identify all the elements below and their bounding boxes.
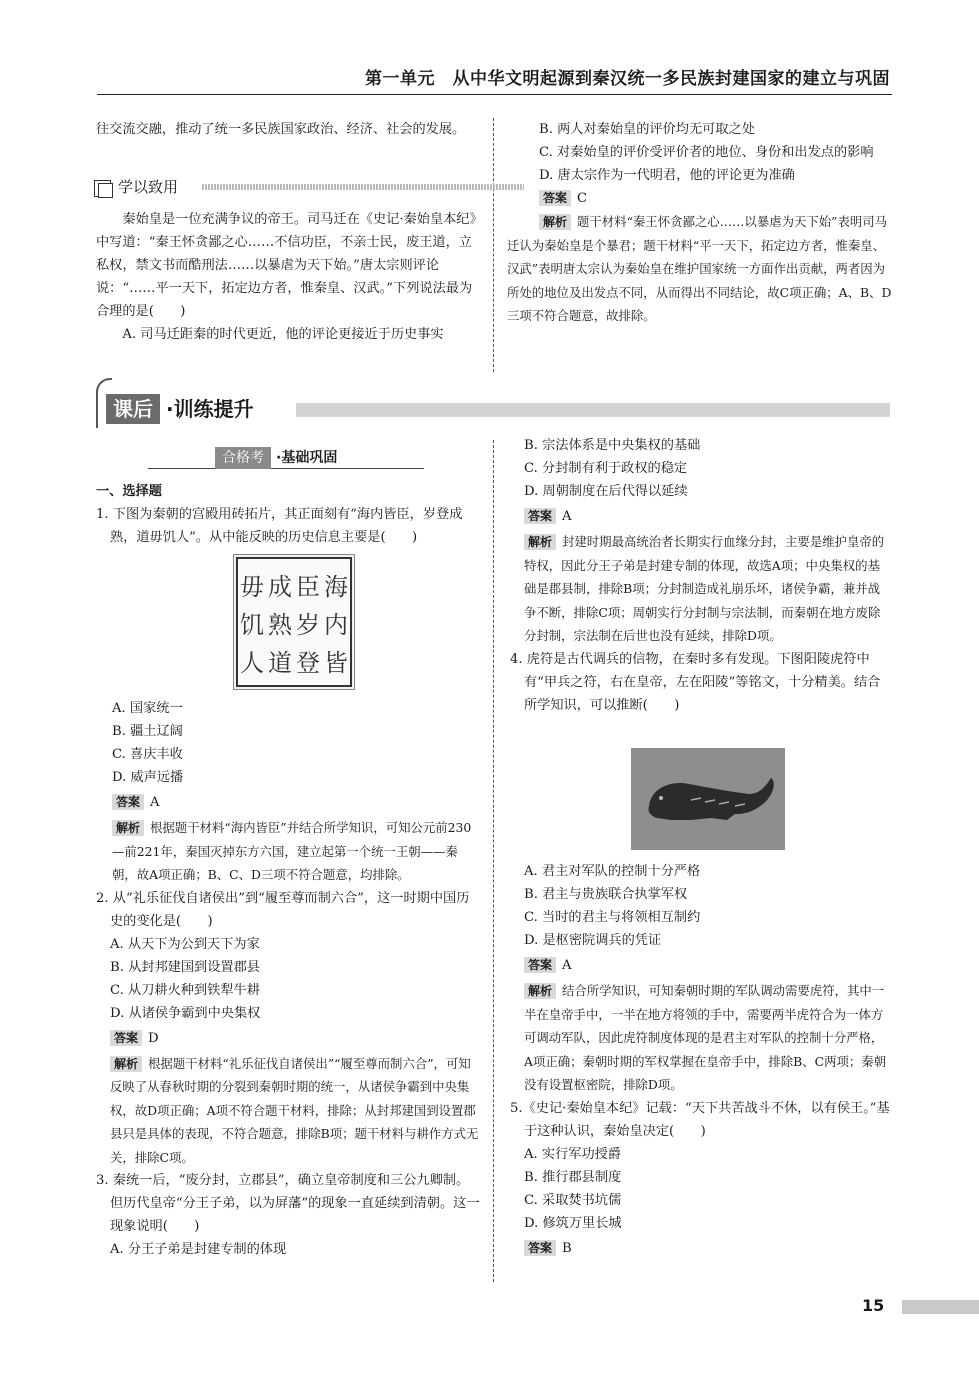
section-after-class-title: ·训练提升 (166, 397, 254, 421)
q3-explanation (510, 530, 892, 648)
q5-text: 5.《史记·秦始皇本纪》记载：“天下共苦战斗不休，以有侯王。”基于这种认识，秦始皇决定( ) (510, 1100, 890, 1139)
q2-text: 2. 从“礼乐征伐自诸侯出”到“履至尊而制六合”，这一时期中国历史的变化是( ) (96, 890, 470, 929)
answer-tag: 答案 (524, 1240, 556, 1256)
q3-option-d: D. 周朝制度在后代得以延续 (524, 484, 688, 499)
seal-character: 毋 (240, 573, 264, 601)
q2-option-d: D. 从诸侯争霸到中央集权 (110, 1005, 261, 1021)
seal-character: 成 (268, 573, 292, 601)
answer-tag: 答案 (524, 957, 556, 973)
brick-rubbing-image (233, 554, 355, 690)
seal-character: 道 (268, 649, 292, 677)
q4-explanation (510, 979, 892, 1097)
q3-answer-value: A (562, 509, 572, 524)
q4-option-a: A. 君主对军队的控制十分严格 (524, 864, 701, 879)
continued-text: 往交流交融，推动了统一多民族国家政治、经济、社会的发展。 (96, 122, 466, 137)
brick-rubbing-svg (234, 555, 354, 689)
q2-explanation (96, 1052, 480, 1170)
answer-tag: 答案 (524, 508, 556, 524)
seal-character: 海 (324, 573, 348, 601)
apply-question: 秦始皇是一位充满争议的帝王。司马迁在《史记·秦始皇本纪》中写道：“秦王怀贪鄙之心……不信功臣，不亲士民，废王道，立私权，禁文书而酷刑法……以暴虐为天下始。”唐太宗则评论说：“……平一天下，拓定边方者，惟秦皇、汉武。”下列说法最为合理的是( ) (96, 212, 477, 319)
note-icon-back (98, 183, 113, 198)
q5-option-a: A. 实行军功授爵 (524, 1146, 622, 1162)
explanation-tag: 解析 (524, 534, 556, 550)
q2-option-c: C. 从刀耕火种到铁犁牛耕 (110, 982, 260, 998)
q1-answer (96, 791, 480, 814)
q4-answer (510, 954, 892, 977)
right-column-part1 (510, 434, 892, 717)
apply-answer-value: C (577, 191, 588, 206)
q2-explanation-text: 根据题干材料“礼乐征伐自诸侯出”“履至尊而制六合”，可知反映了从春秋时期的分裂到秦朝时期的统一，从诸侯争霸到中央集权，故D项正确；A项不符合题干材料，排除；从封邦建国到设置郡县只是具体的表现，不符合题意，排除B项；题干材料与耕作方式无关，排除C项。 (110, 1055, 479, 1165)
q2-option-b: B. 从封邦建国到设置郡县 (110, 959, 260, 975)
q5-option-b: B. 推行郡县制度 (524, 1169, 622, 1185)
q4-option-b: B. 君主与贵族联合执掌军权 (524, 887, 688, 902)
subsection-box: 合格考 (215, 447, 271, 469)
q1-option-c: C. 喜庆丰收 (112, 747, 183, 762)
q5-answer-value: B (562, 1240, 572, 1256)
q3-answer (510, 505, 892, 528)
q4-answer-value: A (562, 958, 572, 973)
top-left-question (96, 208, 480, 346)
seal-character: 人 (240, 649, 264, 677)
top-left-column (96, 118, 480, 141)
seal-character: 臣 (296, 573, 320, 601)
explanation-tag: 解析 (524, 983, 556, 999)
q2-answer (96, 1027, 480, 1050)
seal-character: 岁 (296, 611, 320, 639)
explanation-tag: 解析 (110, 1056, 142, 1072)
q1-text: 1. 下图为秦朝的宫殿用砖拓片，其正面刻有“海内皆臣，岁登成熟，道毋饥人”。从中能反映的历史信息主要是( ) (96, 507, 463, 545)
apply-explanation-text: 题干材料“秦王怀贪鄙之心……以暴虐为天下始”表明司马迁认为秦始皇是个暴君；题干材料“平一天下，拓定边方者，惟秦皇、汉武”表明唐太宗认为秦始皇在维护国家统一方面作出贡献，两者因为所处的地位及出发点不同，从而得出不同结论，故C项正确；A、B、D三项不符合题意，故排除。 (507, 214, 892, 323)
q3-explanation-text: 封建时期最高统治者长期实行血缘分封，主要是维护皇帝的特权，因此分王子弟是封建专制的体现，故选A项；中央集权的基础是郡县制，排除B项；分封制造成礼崩乐坏，诸侯争霸，兼并战争不断，排除C项；周朝实行分封制与宗法制，而秦朝在地方废除分封制，宗法制在后世也没有延续，排除D项。 (524, 534, 885, 643)
q1-option-b: B. 疆土辽阔 (112, 724, 183, 739)
section-after-class-bar (296, 403, 890, 417)
q1-explanation (96, 816, 480, 887)
section-apply-label: 学以致用 (118, 178, 179, 196)
tiger-tally-image (631, 748, 785, 850)
q3-option-c: C. 分封制有利于政权的稳定 (524, 461, 688, 476)
section-apply-bar (202, 184, 524, 190)
page-number-bar (902, 1300, 979, 1314)
q5-answer (510, 1237, 892, 1260)
q1-answer-value: A (150, 795, 160, 810)
q4-option-d: D. 是枢密院调兵的凭证 (524, 933, 662, 948)
q3-option-a: A. 分王子弟是封建专制的体现 (110, 1242, 287, 1257)
apply-option-a: A. 司马迁距秦的时代更近，他的评论更接近于历史事实 (122, 327, 444, 342)
q1-option-d: D. 威声远播 (112, 770, 184, 785)
top-right-column (507, 118, 892, 328)
left-column-q1-options (96, 697, 480, 1261)
apply-option-b: B. 两人对秦始皇的评价均无可取之处 (539, 122, 755, 137)
apply-answer (507, 187, 892, 210)
section-apply-header (94, 178, 434, 200)
apply-option-c: C. 对秦始皇的评价受评价者的地位、身份和出发点的影响 (539, 145, 874, 160)
explanation-tag: 解析 (112, 820, 144, 836)
q3-option-b: B. 宗法体系是中央集权的基础 (524, 438, 701, 453)
q4-text: 4. 虎符是古代调兵的信物，在秦时多有发现。下图阳陵虎符中有“甲兵之符，右在皇帝，左在阳陵”等铭文，十分精美。结合所学知识，可以推断( ) (510, 651, 881, 713)
q5-option-d: D. 修筑万里长城 (524, 1215, 622, 1231)
column-divider-top (493, 118, 494, 372)
q2-answer-value: D (148, 1030, 159, 1046)
seal-character: 皆 (324, 649, 348, 677)
part-title: 一、选择题 (96, 484, 162, 499)
explanation-tag: 解析 (539, 214, 571, 230)
q3-text: 3. 秦统一后，“废分封，立郡县”，确立皇帝制度和三公九卿制。但历代皇帝“分王子弟，以为屏藩”的现象一直延续到清朝。这一现象说明( ) (96, 1173, 480, 1234)
answer-tag: 答案 (112, 794, 144, 810)
subsection-basic-header (148, 446, 424, 472)
q1-explanation-text: 根据题干材料“海内皆臣”并结合所学知识，可知公元前230—前221年，秦国灭掉东方六国，建立起第一个统一王朝——秦朝，故A项正确；B、C、D三项不符合题意，均排除。 (112, 820, 472, 882)
section-after-class-header (96, 378, 892, 430)
section-after-class-box: 课后 (106, 394, 160, 424)
left-column-part1 (96, 480, 480, 549)
page-number: 15 (862, 1296, 885, 1315)
answer-tag: 答案 (539, 190, 571, 206)
answer-tag: 答案 (110, 1030, 142, 1046)
seal-character: 登 (296, 649, 320, 677)
seal-character: 内 (324, 611, 348, 639)
q4-option-c: C. 当时的君主与将领相互制约 (524, 910, 701, 925)
seal-character: 熟 (268, 611, 292, 639)
apply-explanation (507, 210, 892, 328)
header-rule (97, 94, 892, 95)
column-divider-bottom (493, 440, 494, 1282)
q1-option-a: A. 国家统一 (112, 701, 183, 716)
q5-option-c: C. 采取焚书坑儒 (524, 1192, 622, 1208)
seal-character: 饥 (240, 611, 264, 639)
tiger-tally-svg (631, 748, 785, 850)
page-header-title: 第一单元 从中华文明起源到秦汉统一多民族封建国家的建立与巩固 (365, 69, 890, 89)
right-column-part2 (510, 860, 892, 1260)
subsection-title: ·基础巩固 (276, 450, 338, 466)
q2-option-a: A. 从天下为公到天下为家 (110, 936, 260, 952)
q4-explanation-text: 结合所学知识，可知秦朝时期的军队调动需要虎符，其中一半在皇帝手中，一半在地方将领的手中，需要两半虎符合为一体方可调动军队，因此虎符制度体现的是君主对军队的控制十分严格，A项正确；秦朝时期的军权掌握在皇帝手中，排除B、C两项；秦朝没有设置枢密院，排除D项。 (524, 983, 887, 1092)
apply-option-d: D. 唐太宗作为一代明君，他的评论更为准确 (539, 168, 795, 183)
